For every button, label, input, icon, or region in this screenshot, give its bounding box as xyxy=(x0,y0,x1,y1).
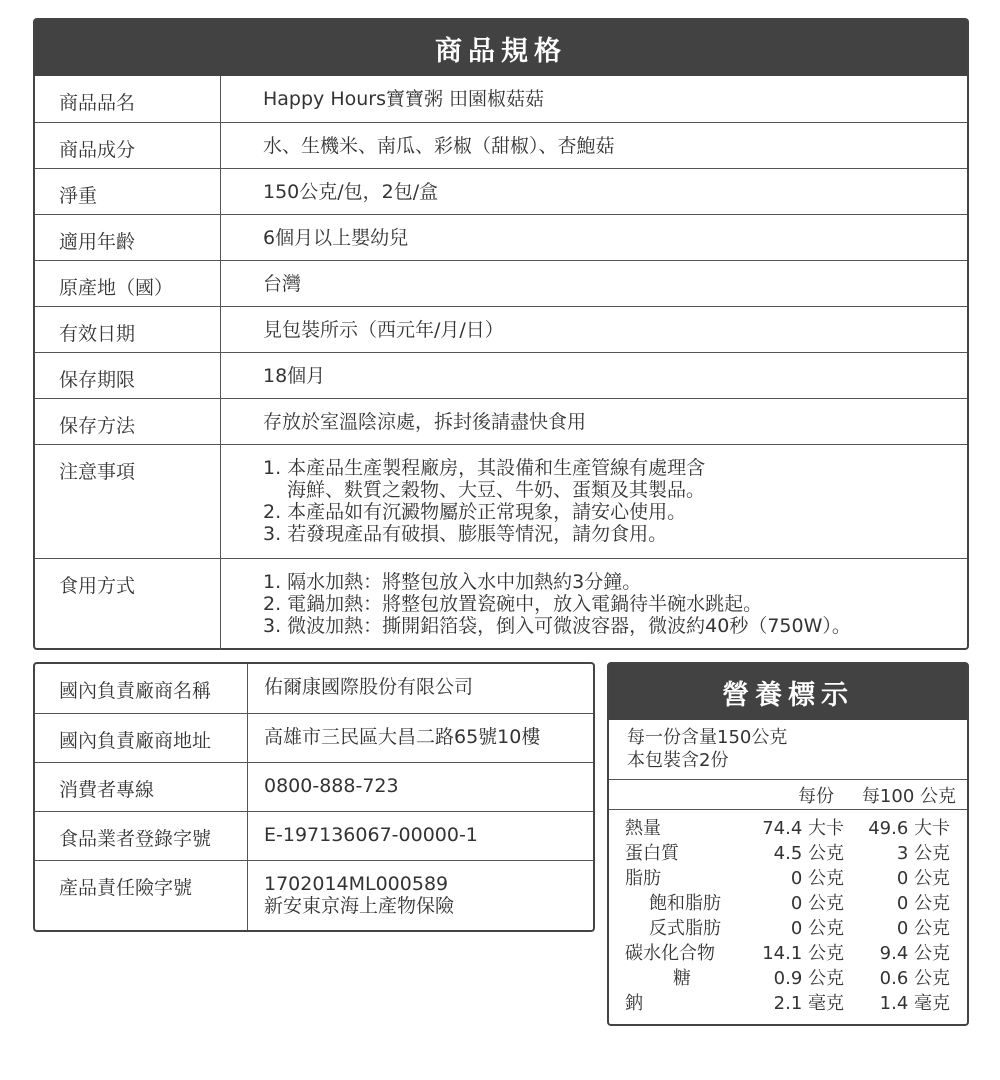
nutrient-name: 蛋白質 xyxy=(625,843,679,864)
party-label: 食品業者登錄字號 xyxy=(35,812,248,860)
spec-row-storage xyxy=(35,398,967,444)
spec-label: 保存期限 xyxy=(35,353,221,398)
party-label: 國內負責廠商名稱 xyxy=(35,664,248,713)
nutrient-name: 飽和脂肪 xyxy=(649,893,721,914)
nutrition-row-saturated-fat xyxy=(609,891,967,916)
spec-value xyxy=(221,261,967,306)
spec-value xyxy=(221,123,967,168)
nutrient-per-serving: 0 公克 xyxy=(790,868,844,889)
spec-label: 原產地（國） xyxy=(35,261,221,306)
spec-value-line: 存放於室溫陰涼處，拆封後請盡快食用 xyxy=(263,411,587,433)
party-value xyxy=(248,812,593,860)
col-per-100g: 每100 公克 xyxy=(861,785,956,807)
spec-value xyxy=(221,399,967,444)
party-value xyxy=(248,763,593,811)
nutrient-per-100g: 9.4 公克 xyxy=(879,943,950,964)
nutrition-row-sodium xyxy=(609,991,967,1016)
spec-row-shelf-life xyxy=(35,352,967,398)
party-value xyxy=(248,664,593,713)
party-value-line: 0800-888-723 xyxy=(264,775,399,797)
servings-per-pack: 本包裝含2份 xyxy=(627,750,729,771)
spec-value xyxy=(221,559,967,650)
spec-label: 淨重 xyxy=(35,169,221,214)
nutrient-name: 熱量 xyxy=(625,818,661,839)
nutrition-row-carbohydrate xyxy=(609,941,967,966)
product-spec-table xyxy=(33,18,969,650)
nutrient-name: 鈉 xyxy=(625,993,643,1014)
spec-row-age xyxy=(35,214,967,260)
party-row-company xyxy=(35,664,593,713)
nutrition-serving-info xyxy=(609,720,967,780)
party-row-registration xyxy=(35,811,593,860)
spec-value-line: 海鮮、麩質之穀物、大豆、牛奶、蛋類及其製品。 xyxy=(287,479,706,501)
spec-value xyxy=(221,76,967,122)
party-label: 國內負責廠商地址 xyxy=(35,714,248,762)
nutrient-name: 糖 xyxy=(673,968,691,989)
spec-value-line: 150公克/包，2包/盒 xyxy=(263,181,439,203)
spec-value-line: Happy Hours寶寶粥 田園椒菇菇 xyxy=(263,88,545,110)
nutrient-per-100g: 0 公克 xyxy=(896,918,950,939)
nutrition-row-trans-fat xyxy=(609,916,967,941)
party-label: 消費者專線 xyxy=(35,763,248,811)
nutrient-per-100g: 0 公克 xyxy=(896,893,950,914)
spec-value-line: 3. 微波加熱：撕開鋁箔袋，倒入可微波容器，微波約40秒（750W）。 xyxy=(263,615,851,637)
spec-label: 保存方法 xyxy=(35,399,221,444)
nutrient-per-100g: 1.4 毫克 xyxy=(879,993,950,1014)
spec-row-notes xyxy=(35,444,967,558)
nutrient-per-serving: 4.5 公克 xyxy=(773,843,844,864)
spec-value xyxy=(221,445,967,558)
spec-value xyxy=(221,169,967,214)
nutrition-title: 營養標示 xyxy=(609,664,967,720)
spec-label: 商品成分 xyxy=(35,123,221,168)
nutrient-per-serving: 74.4 大卡 xyxy=(762,818,844,839)
nutrient-per-serving: 0 公克 xyxy=(790,893,844,914)
spec-value-line: 6個月以上嬰幼兒 xyxy=(263,227,409,249)
nutrition-row-energy xyxy=(609,816,967,841)
spec-value xyxy=(221,215,967,260)
spec-value-line: 台灣 xyxy=(263,273,302,295)
party-row-address xyxy=(35,713,593,762)
nutrition-column-headers xyxy=(609,780,967,810)
nutrient-per-100g: 0 公克 xyxy=(896,868,950,889)
spec-row-origin xyxy=(35,260,967,306)
spec-row-expiry xyxy=(35,306,967,352)
spec-label: 商品品名 xyxy=(35,76,221,122)
party-row-insurance xyxy=(35,860,593,930)
spec-value-line: 1. 本產品生產製程廠房，其設備和生產管線有處理含 xyxy=(263,457,706,479)
nutrient-name: 碳水化合物 xyxy=(625,943,715,964)
spec-label: 適用年齡 xyxy=(35,215,221,260)
spec-label: 注意事項 xyxy=(35,445,221,558)
spec-value-line: 水、生機米、南瓜、彩椒（甜椒）、杏鮑菇 xyxy=(263,135,615,157)
nutrient-per-100g: 49.6 大卡 xyxy=(868,818,950,839)
spec-value xyxy=(221,353,967,398)
nutrient-per-serving: 14.1 公克 xyxy=(762,943,844,964)
spec-label: 有效日期 xyxy=(35,307,221,352)
party-value-line: 新安東京海上產物保險 xyxy=(264,895,455,917)
nutrient-per-100g: 3 公克 xyxy=(896,843,950,864)
nutrition-facts xyxy=(607,662,969,1026)
spec-value-line: 見包裝所示（西元年/月/日） xyxy=(263,319,504,341)
party-value-line: E-197136067-00000-1 xyxy=(264,824,478,846)
party-value-line: 1702014ML000589 xyxy=(264,873,449,895)
nutrition-row-protein xyxy=(609,841,967,866)
spec-value-line: 3. 若發現產品有破損、膨脹等情況，請勿食用。 xyxy=(263,523,668,545)
party-row-hotline xyxy=(35,762,593,811)
spec-row-usage xyxy=(35,558,967,650)
spec-value-line: 2. 電鍋加熱：將整包放置瓷碗中，放入電鍋待半碗水跳起。 xyxy=(263,593,763,615)
spec-value xyxy=(221,307,967,352)
nutrient-per-serving: 2.1 毫克 xyxy=(773,993,844,1014)
col-per-serving: 每份 xyxy=(798,785,834,807)
serving-size: 每一份含量150公克 xyxy=(627,727,788,748)
spec-row-name xyxy=(35,76,967,122)
nutrient-per-100g: 0.6 公克 xyxy=(879,968,950,989)
party-value-line: 高雄市三民區大昌二路65號10樓 xyxy=(264,726,541,748)
party-label: 產品責任險字號 xyxy=(35,861,248,930)
spec-value-line: 1. 隔水加熱：將整包放入水中加熱約3分鐘。 xyxy=(263,571,642,593)
nutrient-per-serving: 0.9 公克 xyxy=(773,968,844,989)
spec-title: 商品規格 xyxy=(35,20,967,76)
party-value xyxy=(248,714,593,762)
spec-row-weight xyxy=(35,168,967,214)
nutrition-row-fat xyxy=(609,866,967,891)
nutrient-name: 反式脂肪 xyxy=(649,918,721,939)
spec-row-ingredients xyxy=(35,122,967,168)
nutrient-name: 脂肪 xyxy=(625,868,661,889)
nutrition-row-sugar xyxy=(609,966,967,991)
party-value-line: 佑爾康國際股份有限公司 xyxy=(264,676,474,698)
nutrition-items xyxy=(609,810,967,1016)
spec-value-line: 18個月 xyxy=(263,365,326,387)
responsible-party-table xyxy=(33,662,595,932)
nutrient-per-serving: 0 公克 xyxy=(790,918,844,939)
party-value xyxy=(248,861,593,930)
spec-value-line: 2. 本產品如有沉澱物屬於正常現象，請安心使用。 xyxy=(263,501,687,523)
spec-label: 食用方式 xyxy=(35,559,221,650)
